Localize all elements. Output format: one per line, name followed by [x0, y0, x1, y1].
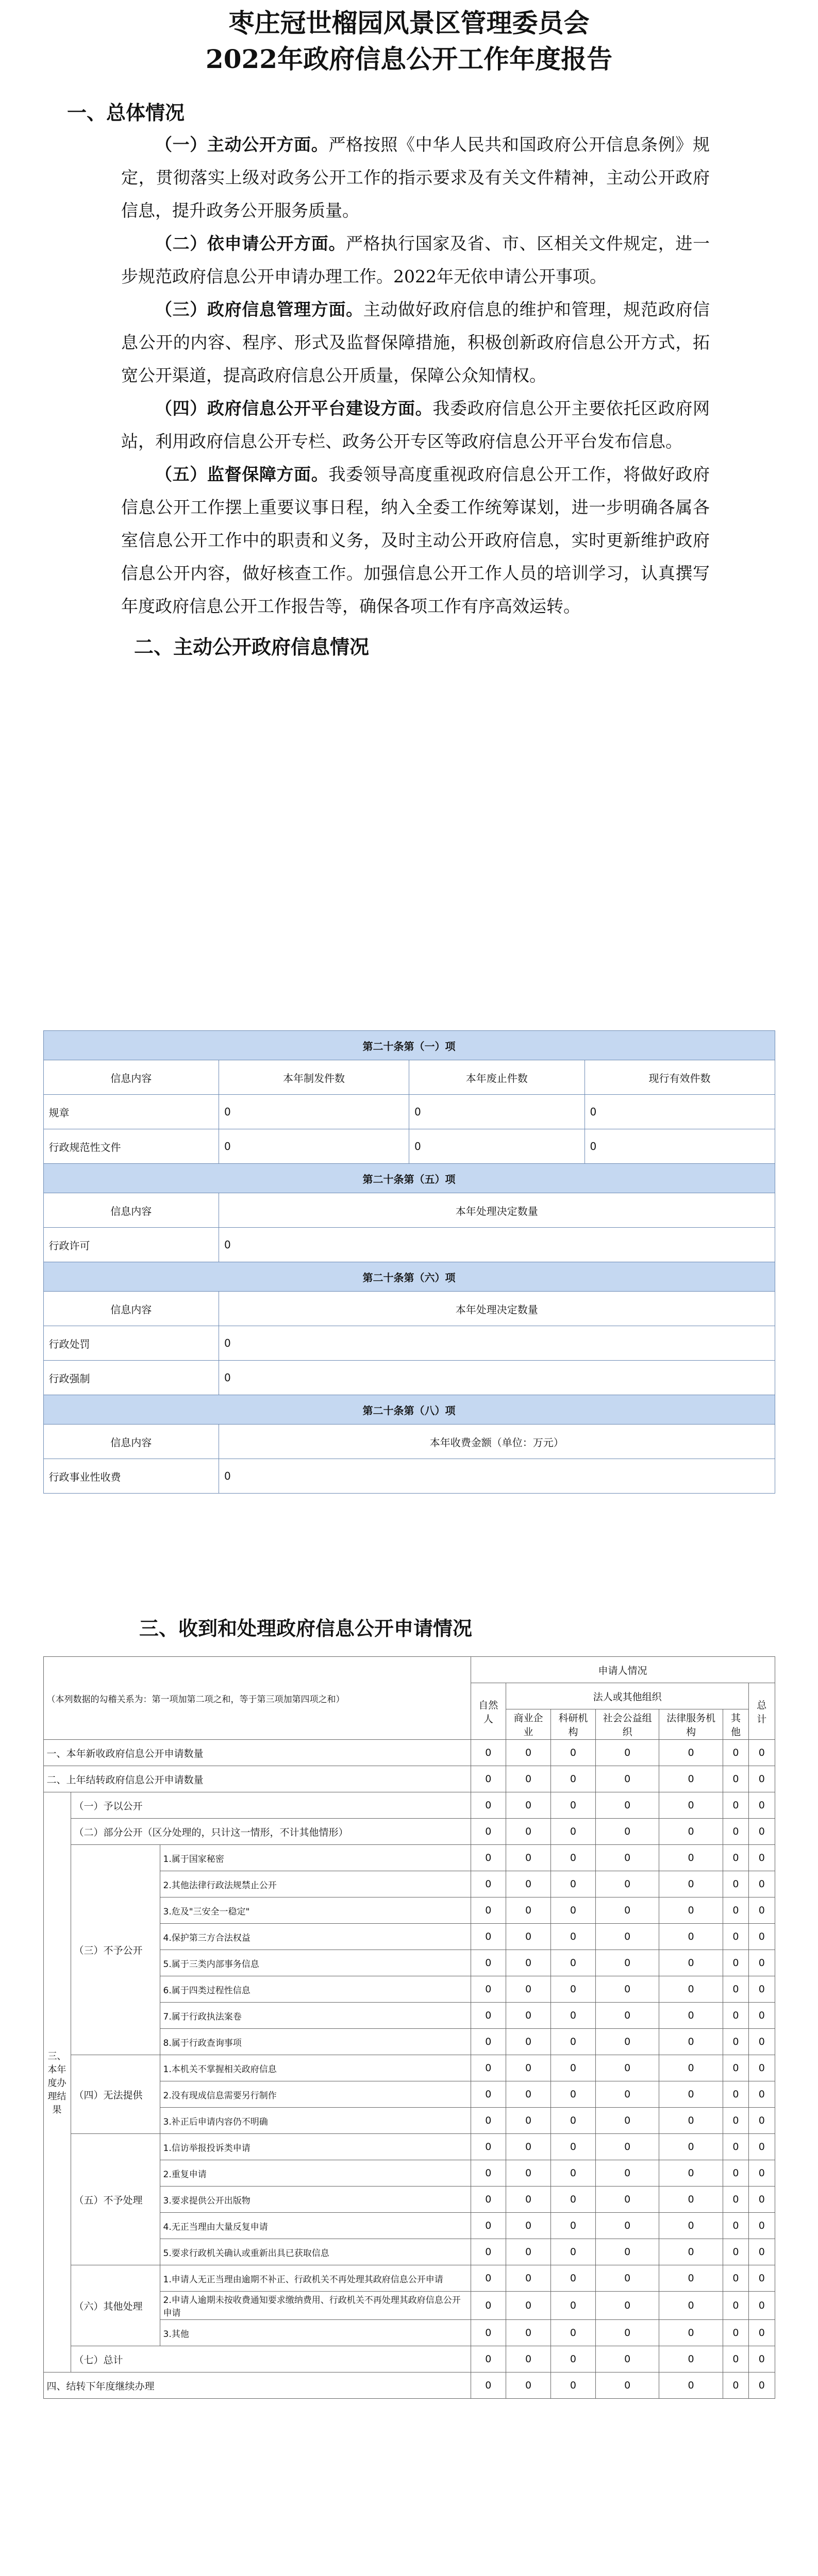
zero-cell: 0	[506, 2187, 551, 2213]
zero-cell: 0	[723, 2292, 748, 2320]
col-header: 本年收费金额（单位：万元）	[219, 1425, 775, 1459]
zero-cell: 0	[471, 2346, 506, 2372]
zero-cell: 0	[506, 2134, 551, 2160]
zero-cell: 0	[659, 2003, 723, 2029]
zero-cell: 0	[749, 1766, 775, 1792]
zero-cell: 0	[595, 2346, 659, 2372]
zero-cell: 0	[595, 2081, 659, 2108]
zero-cell: 0	[749, 2320, 775, 2346]
zero-cell: 0	[723, 2320, 748, 2346]
item-label: 1.本机关不掌握相关政府信息	[160, 2055, 471, 2081]
zero-cell: 0	[749, 2187, 775, 2213]
zero-cell: 0	[749, 1897, 775, 1924]
zero-cell: 0	[551, 2055, 596, 2081]
item-label: 2.没有现成信息需要另行制作	[160, 2081, 471, 2108]
zero-cell: 0	[659, 2081, 723, 2108]
zero-cell: 0	[659, 2108, 723, 2134]
item-label: 2.重复申请	[160, 2160, 471, 2187]
zero-cell: 0	[506, 2003, 551, 2029]
col-header: 其他	[723, 1709, 748, 1740]
zero-cell: 0	[723, 1819, 748, 1845]
table-row	[43, 2346, 775, 2372]
zero-cell: 0	[551, 2134, 596, 2160]
zero-cell: 0	[723, 1740, 748, 1766]
cell: 0	[585, 1129, 775, 1164]
item-label: 1.信访举报投诉类申请	[160, 2134, 471, 2160]
item-label: 4.无正当理由大量反复申请	[160, 2213, 471, 2239]
zero-cell: 0	[749, 2346, 775, 2372]
zero-cell: 0	[595, 1766, 659, 1792]
row-label: 行政事业性收费	[43, 1459, 219, 1494]
item-label: 4.保护第三方合法权益	[160, 1924, 471, 1950]
section3-heading: 三、收到和处理政府信息公开申请情况	[139, 1617, 473, 1640]
zero-cell: 0	[659, 2213, 723, 2239]
cell: 0	[219, 1459, 775, 1494]
zero-cell: 0	[659, 1897, 723, 1924]
zero-cell: 0	[471, 1845, 506, 1871]
group-label: （七）总计	[71, 2346, 471, 2372]
zero-cell: 0	[723, 2187, 748, 2213]
group-label: （一）予以公开	[71, 1792, 471, 1819]
item-label: 1.申请人无正当理由逾期不补正、行政机关不再处理其政府信息公开申请	[160, 2265, 471, 2292]
zero-cell: 0	[506, 1792, 551, 1819]
zero-cell: 0	[506, 2029, 551, 2055]
zero-cell: 0	[595, 1924, 659, 1950]
zero-cell: 0	[659, 1950, 723, 1976]
zero-cell: 0	[749, 1740, 775, 1766]
cell: 0	[585, 1095, 775, 1129]
s1-p2: （二）依申请公开方面。严格执行国家及省、市、区相关文件规定，进一步规范政府信息公开申请办理工作。2022年无依申请公开事项。	[121, 233, 710, 286]
applications-table-wrap	[0, 1656, 818, 2399]
zero-cell: 0	[595, 2003, 659, 2029]
table-row	[43, 2265, 775, 2292]
zero-cell: 0	[749, 1845, 775, 1871]
zero-cell: 0	[551, 2292, 596, 2320]
zero-cell: 0	[749, 1950, 775, 1976]
col-header: 科研机构	[551, 1709, 596, 1740]
zero-cell: 0	[551, 2346, 596, 2372]
table-row	[43, 1819, 775, 1845]
zero-cell: 0	[471, 2055, 506, 2081]
zero-cell: 0	[551, 1976, 596, 2003]
zero-cell: 0	[595, 2029, 659, 2055]
cell: 0	[219, 1228, 775, 1262]
cell: 0	[219, 1326, 775, 1361]
zero-cell: 0	[471, 2213, 506, 2239]
col-header: 社会公益组织	[595, 1709, 659, 1740]
col-header: 本年废止件数	[409, 1060, 585, 1095]
table-row	[43, 1766, 775, 1792]
zero-cell: 0	[471, 1950, 506, 1976]
sec4-header: 第二十条第（八）项	[43, 1395, 775, 1425]
zero-cell: 0	[659, 2055, 723, 2081]
zero-cell: 0	[506, 2346, 551, 2372]
zero-cell: 0	[506, 2081, 551, 2108]
group-label: （四）无法提供	[71, 2055, 160, 2134]
col-header: 信息内容	[43, 1060, 219, 1095]
zero-cell: 0	[723, 1871, 748, 1897]
side-label: 三、本年度办理结果	[43, 1792, 71, 2372]
zero-cell: 0	[749, 1871, 775, 1897]
zero-cell: 0	[595, 1871, 659, 1897]
col-header: 本年处理决定数量	[219, 1292, 775, 1326]
zero-cell: 0	[471, 2081, 506, 2108]
zero-cell: 0	[551, 2372, 596, 2399]
row-label: 行政规范性文件	[43, 1129, 219, 1164]
zero-cell: 0	[723, 2265, 748, 2292]
corner-note: （本列数据的勾稽关系为：第一项加第二项之和，等于第三项加第四项之和）	[43, 1657, 471, 1740]
table-row	[43, 2372, 775, 2399]
zero-cell: 0	[595, 2134, 659, 2160]
s1-p1: （一）主动公开方面。严格按照《中华人民共和国政府公开信息条例》规定，贯彻落实上级对政务公开工作的指示要求及有关文件精神，主动公开政府信息，提升政务公开服务质量。	[121, 134, 710, 221]
zero-cell: 0	[723, 2108, 748, 2134]
zero-cell: 0	[749, 1976, 775, 2003]
table-row	[43, 1740, 775, 1766]
zero-cell: 0	[595, 2160, 659, 2187]
applicant-header: 申请人情况	[471, 1657, 775, 1683]
zero-cell: 0	[723, 1950, 748, 1976]
zero-cell: 0	[551, 2003, 596, 2029]
zero-cell: 0	[659, 2292, 723, 2320]
zero-cell: 0	[471, 2108, 506, 2134]
zero-cell: 0	[506, 2372, 551, 2399]
zero-cell: 0	[506, 2108, 551, 2134]
zero-cell: 0	[749, 2108, 775, 2134]
zero-cell: 0	[749, 2292, 775, 2320]
zero-cell: 0	[659, 2265, 723, 2292]
zero-cell: 0	[595, 1976, 659, 2003]
zero-cell: 0	[595, 1792, 659, 1819]
total-header: 总计	[749, 1683, 775, 1740]
group-label: （六）其他处理	[71, 2265, 160, 2346]
zero-cell: 0	[471, 1976, 506, 2003]
zero-cell: 0	[595, 2292, 659, 2320]
zero-cell: 0	[471, 2029, 506, 2055]
section2-heading: 二、主动公开政府信息情况	[134, 636, 370, 658]
zero-cell: 0	[659, 1871, 723, 1897]
item-label: 2.其他法律行政法规禁止公开	[160, 1871, 471, 1897]
zero-cell: 0	[506, 1845, 551, 1871]
zero-cell: 0	[551, 2081, 596, 2108]
zero-cell: 0	[659, 2320, 723, 2346]
zero-cell: 0	[471, 2187, 506, 2213]
zero-cell: 0	[471, 2372, 506, 2399]
zero-cell: 0	[471, 1871, 506, 1897]
zero-cell: 0	[595, 2187, 659, 2213]
zero-cell: 0	[506, 1976, 551, 2003]
zero-cell: 0	[659, 1766, 723, 1792]
cell: 0	[219, 1129, 409, 1164]
row-label: 二、上年结转政府信息公开申请数量	[43, 1766, 471, 1792]
zero-cell: 0	[723, 2029, 748, 2055]
zero-cell: 0	[595, 2265, 659, 2292]
zero-cell: 0	[749, 2134, 775, 2160]
zero-cell: 0	[471, 2239, 506, 2265]
row-label: 一、本年新收政府信息公开申请数量	[43, 1740, 471, 1766]
zero-cell: 0	[551, 1950, 596, 1976]
col-header: 现行有效件数	[585, 1060, 775, 1095]
col-header: 信息内容	[43, 1425, 219, 1459]
natural-person-header: 自然人	[471, 1683, 506, 1740]
zero-cell: 0	[551, 2029, 596, 2055]
zero-cell: 0	[471, 1819, 506, 1845]
zero-cell: 0	[659, 2346, 723, 2372]
zero-cell: 0	[723, 2239, 748, 2265]
zero-cell: 0	[471, 2160, 506, 2187]
item-label: 3.其他	[160, 2320, 471, 2346]
zero-cell: 0	[506, 1924, 551, 1950]
item-label: 2.申请人逾期未按收费通知要求缴纳费用、行政机关不再处理其政府信息公开申请	[160, 2292, 471, 2320]
zero-cell: 0	[551, 1924, 596, 1950]
zero-cell: 0	[723, 1924, 748, 1950]
item-label: 3.补正后申请内容仍不明确	[160, 2108, 471, 2134]
zero-cell: 0	[659, 2134, 723, 2160]
zero-cell: 0	[506, 2160, 551, 2187]
zero-cell: 0	[471, 2134, 506, 2160]
zero-cell: 0	[506, 1766, 551, 1792]
zero-cell: 0	[659, 1792, 723, 1819]
row-label: 行政许可	[43, 1228, 219, 1262]
s1-p5: （五）监督保障方面。我委领导高度重视政府信息公开工作，将做好政府信息公开工作摆上重要议事日程，纳入全委工作统筹谋划，进一步明确各属各室信息公开工作中的职责和义务，及时主动公开政府信息，实时更新维护政府信息公开内容，做好核查工作。加强信息公开工作人员的培训学习，认真撰写年度政府信息公开工作报告等，确保各项工作有序高效运转。	[121, 464, 710, 616]
zero-cell: 0	[723, 2003, 748, 2029]
col-header: 信息内容	[43, 1292, 219, 1326]
group-label: （三）不予公开	[71, 1845, 160, 2055]
sec1-header: 第二十条第（一）项	[43, 1031, 775, 1060]
zero-cell: 0	[723, 2372, 748, 2399]
item-label: 3.要求提供公开出版物	[160, 2187, 471, 2213]
zero-cell: 0	[749, 2055, 775, 2081]
zero-cell: 0	[749, 2160, 775, 2187]
zero-cell: 0	[723, 1897, 748, 1924]
row-label: 四、结转下年度继续办理	[43, 2372, 471, 2399]
table-row	[43, 1845, 775, 1871]
zero-cell: 0	[551, 1740, 596, 1766]
col-header: 本年制发件数	[219, 1060, 409, 1095]
zero-cell: 0	[659, 2372, 723, 2399]
item-label: 7.属于行政执法案卷	[160, 2003, 471, 2029]
report-title-line1: 枣庄冠世榴园风景区管理委员会	[228, 8, 590, 38]
zero-cell: 0	[723, 2213, 748, 2239]
zero-cell: 0	[506, 1819, 551, 1845]
group-label: （二）部分公开（区分处理的，只计这一情形，不计其他情形）	[71, 1819, 471, 1845]
zero-cell: 0	[595, 1845, 659, 1871]
zero-cell: 0	[595, 2372, 659, 2399]
zero-cell: 0	[595, 2239, 659, 2265]
zero-cell: 0	[723, 1766, 748, 1792]
item-label: 3.危及"三安全一稳定"	[160, 1897, 471, 1924]
zero-cell: 0	[551, 2108, 596, 2134]
zero-cell: 0	[595, 1740, 659, 1766]
group-label: （五）不予处理	[71, 2134, 160, 2265]
item-label: 6.属于四类过程性信息	[160, 1976, 471, 2003]
s1-p4: （四）政府信息公开平台建设方面。我委政府信息公开主要依托区政府网站，利用政府信息公开专栏、政务公开专区等政府信息公开平台发布信息。	[121, 398, 710, 451]
active-disclosure-table	[43, 1030, 775, 1494]
zero-cell: 0	[749, 2239, 775, 2265]
cell: 0	[409, 1095, 585, 1129]
zero-cell: 0	[551, 1845, 596, 1871]
zero-cell: 0	[471, 1740, 506, 1766]
zero-cell: 0	[595, 2320, 659, 2346]
zero-cell: 0	[723, 1845, 748, 1871]
zero-cell: 0	[551, 2187, 596, 2213]
zero-cell: 0	[506, 1950, 551, 1976]
zero-cell: 0	[506, 2213, 551, 2239]
item-label: 5.要求行政机关确认或重新出具已获取信息	[160, 2239, 471, 2265]
section3	[0, 1613, 818, 1641]
table-row	[43, 2134, 775, 2160]
zero-cell: 0	[506, 2265, 551, 2292]
zero-cell: 0	[551, 1766, 596, 1792]
zero-cell: 0	[471, 2320, 506, 2346]
zero-cell: 0	[595, 2213, 659, 2239]
applications-table	[43, 1656, 775, 2399]
item-label: 8.属于行政查询事项	[160, 2029, 471, 2055]
zero-cell: 0	[749, 2265, 775, 2292]
zero-cell: 0	[749, 2003, 775, 2029]
zero-cell: 0	[595, 1950, 659, 1976]
zero-cell: 0	[723, 2055, 748, 2081]
cell: 0	[219, 1361, 775, 1395]
section1-heading: 一、总体情况	[67, 101, 185, 124]
table-row	[43, 2055, 775, 2081]
zero-cell: 0	[471, 2003, 506, 2029]
zero-cell: 0	[551, 2160, 596, 2187]
zero-cell: 0	[723, 2346, 748, 2372]
zero-cell: 0	[471, 1766, 506, 1792]
zero-cell: 0	[659, 1845, 723, 1871]
cell: 0	[409, 1129, 585, 1164]
zero-cell: 0	[659, 2239, 723, 2265]
s1-p3: （三）政府信息管理方面。主动做好政府信息的维护和管理，规范政府信息公开的内容、程序、形式及监督保障措施，积极创新政府信息公开方式，拓宽公开渠道，提高政府信息公开质量，保障公众知情权。	[121, 299, 710, 385]
col-header: 法律服务机构	[659, 1709, 723, 1740]
zero-cell: 0	[551, 1819, 596, 1845]
zero-cell: 0	[749, 1792, 775, 1819]
zero-cell: 0	[659, 1976, 723, 2003]
report-title-line2: 2022年政府信息公开工作年度报告	[205, 44, 613, 74]
zero-cell: 0	[506, 2055, 551, 2081]
zero-cell: 0	[659, 2160, 723, 2187]
zero-cell: 0	[506, 1871, 551, 1897]
zero-cell: 0	[551, 2213, 596, 2239]
row-label: 行政处罚	[43, 1326, 219, 1361]
zero-cell: 0	[551, 2265, 596, 2292]
zero-cell: 0	[659, 2029, 723, 2055]
sec3-header: 第二十条第（六）项	[43, 1262, 775, 1292]
zero-cell: 0	[506, 2292, 551, 2320]
zero-cell: 0	[471, 2265, 506, 2292]
zero-cell: 0	[595, 1819, 659, 1845]
zero-cell: 0	[749, 2081, 775, 2108]
sec2-header: 第二十条第（五）项	[43, 1164, 775, 1193]
item-label: 5.属于三类内部事务信息	[160, 1950, 471, 1976]
zero-cell: 0	[659, 1819, 723, 1845]
col-header: 商业企业	[506, 1709, 551, 1740]
zero-cell: 0	[551, 1792, 596, 1819]
zero-cell: 0	[749, 1924, 775, 1950]
zero-cell: 0	[723, 2160, 748, 2187]
zero-cell: 0	[595, 2055, 659, 2081]
zero-cell: 0	[723, 1792, 748, 1819]
zero-cell: 0	[749, 2372, 775, 2399]
zero-cell: 0	[723, 2081, 748, 2108]
zero-cell: 0	[506, 2320, 551, 2346]
zero-cell: 0	[659, 2187, 723, 2213]
zero-cell: 0	[471, 1897, 506, 1924]
zero-cell: 0	[471, 1924, 506, 1950]
zero-cell: 0	[551, 1897, 596, 1924]
col-header: 信息内容	[43, 1193, 219, 1228]
zero-cell: 0	[659, 1924, 723, 1950]
zero-cell: 0	[471, 1792, 506, 1819]
zero-cell: 0	[749, 1819, 775, 1845]
zero-cell: 0	[551, 1871, 596, 1897]
zero-cell: 0	[749, 2029, 775, 2055]
table-row	[43, 1792, 775, 1819]
zero-cell: 0	[506, 1897, 551, 1924]
item-label: 1.属于国家秘密	[160, 1845, 471, 1871]
zero-cell: 0	[506, 1740, 551, 1766]
zero-cell: 0	[471, 2292, 506, 2320]
zero-cell: 0	[551, 2239, 596, 2265]
zero-cell: 0	[749, 2213, 775, 2239]
zero-cell: 0	[506, 2239, 551, 2265]
row-label: 规章	[43, 1095, 219, 1129]
col-header: 本年处理决定数量	[219, 1193, 775, 1228]
row-label: 行政强制	[43, 1361, 219, 1395]
cell: 0	[219, 1095, 409, 1129]
zero-cell: 0	[551, 2320, 596, 2346]
zero-cell: 0	[723, 1976, 748, 2003]
active-disclosure-table-wrap	[0, 1030, 818, 1494]
zero-cell: 0	[595, 2108, 659, 2134]
zero-cell: 0	[659, 1740, 723, 1766]
zero-cell: 0	[723, 2134, 748, 2160]
zero-cell: 0	[595, 1897, 659, 1924]
legal-entity-header: 法人或其他组织	[506, 1683, 749, 1709]
